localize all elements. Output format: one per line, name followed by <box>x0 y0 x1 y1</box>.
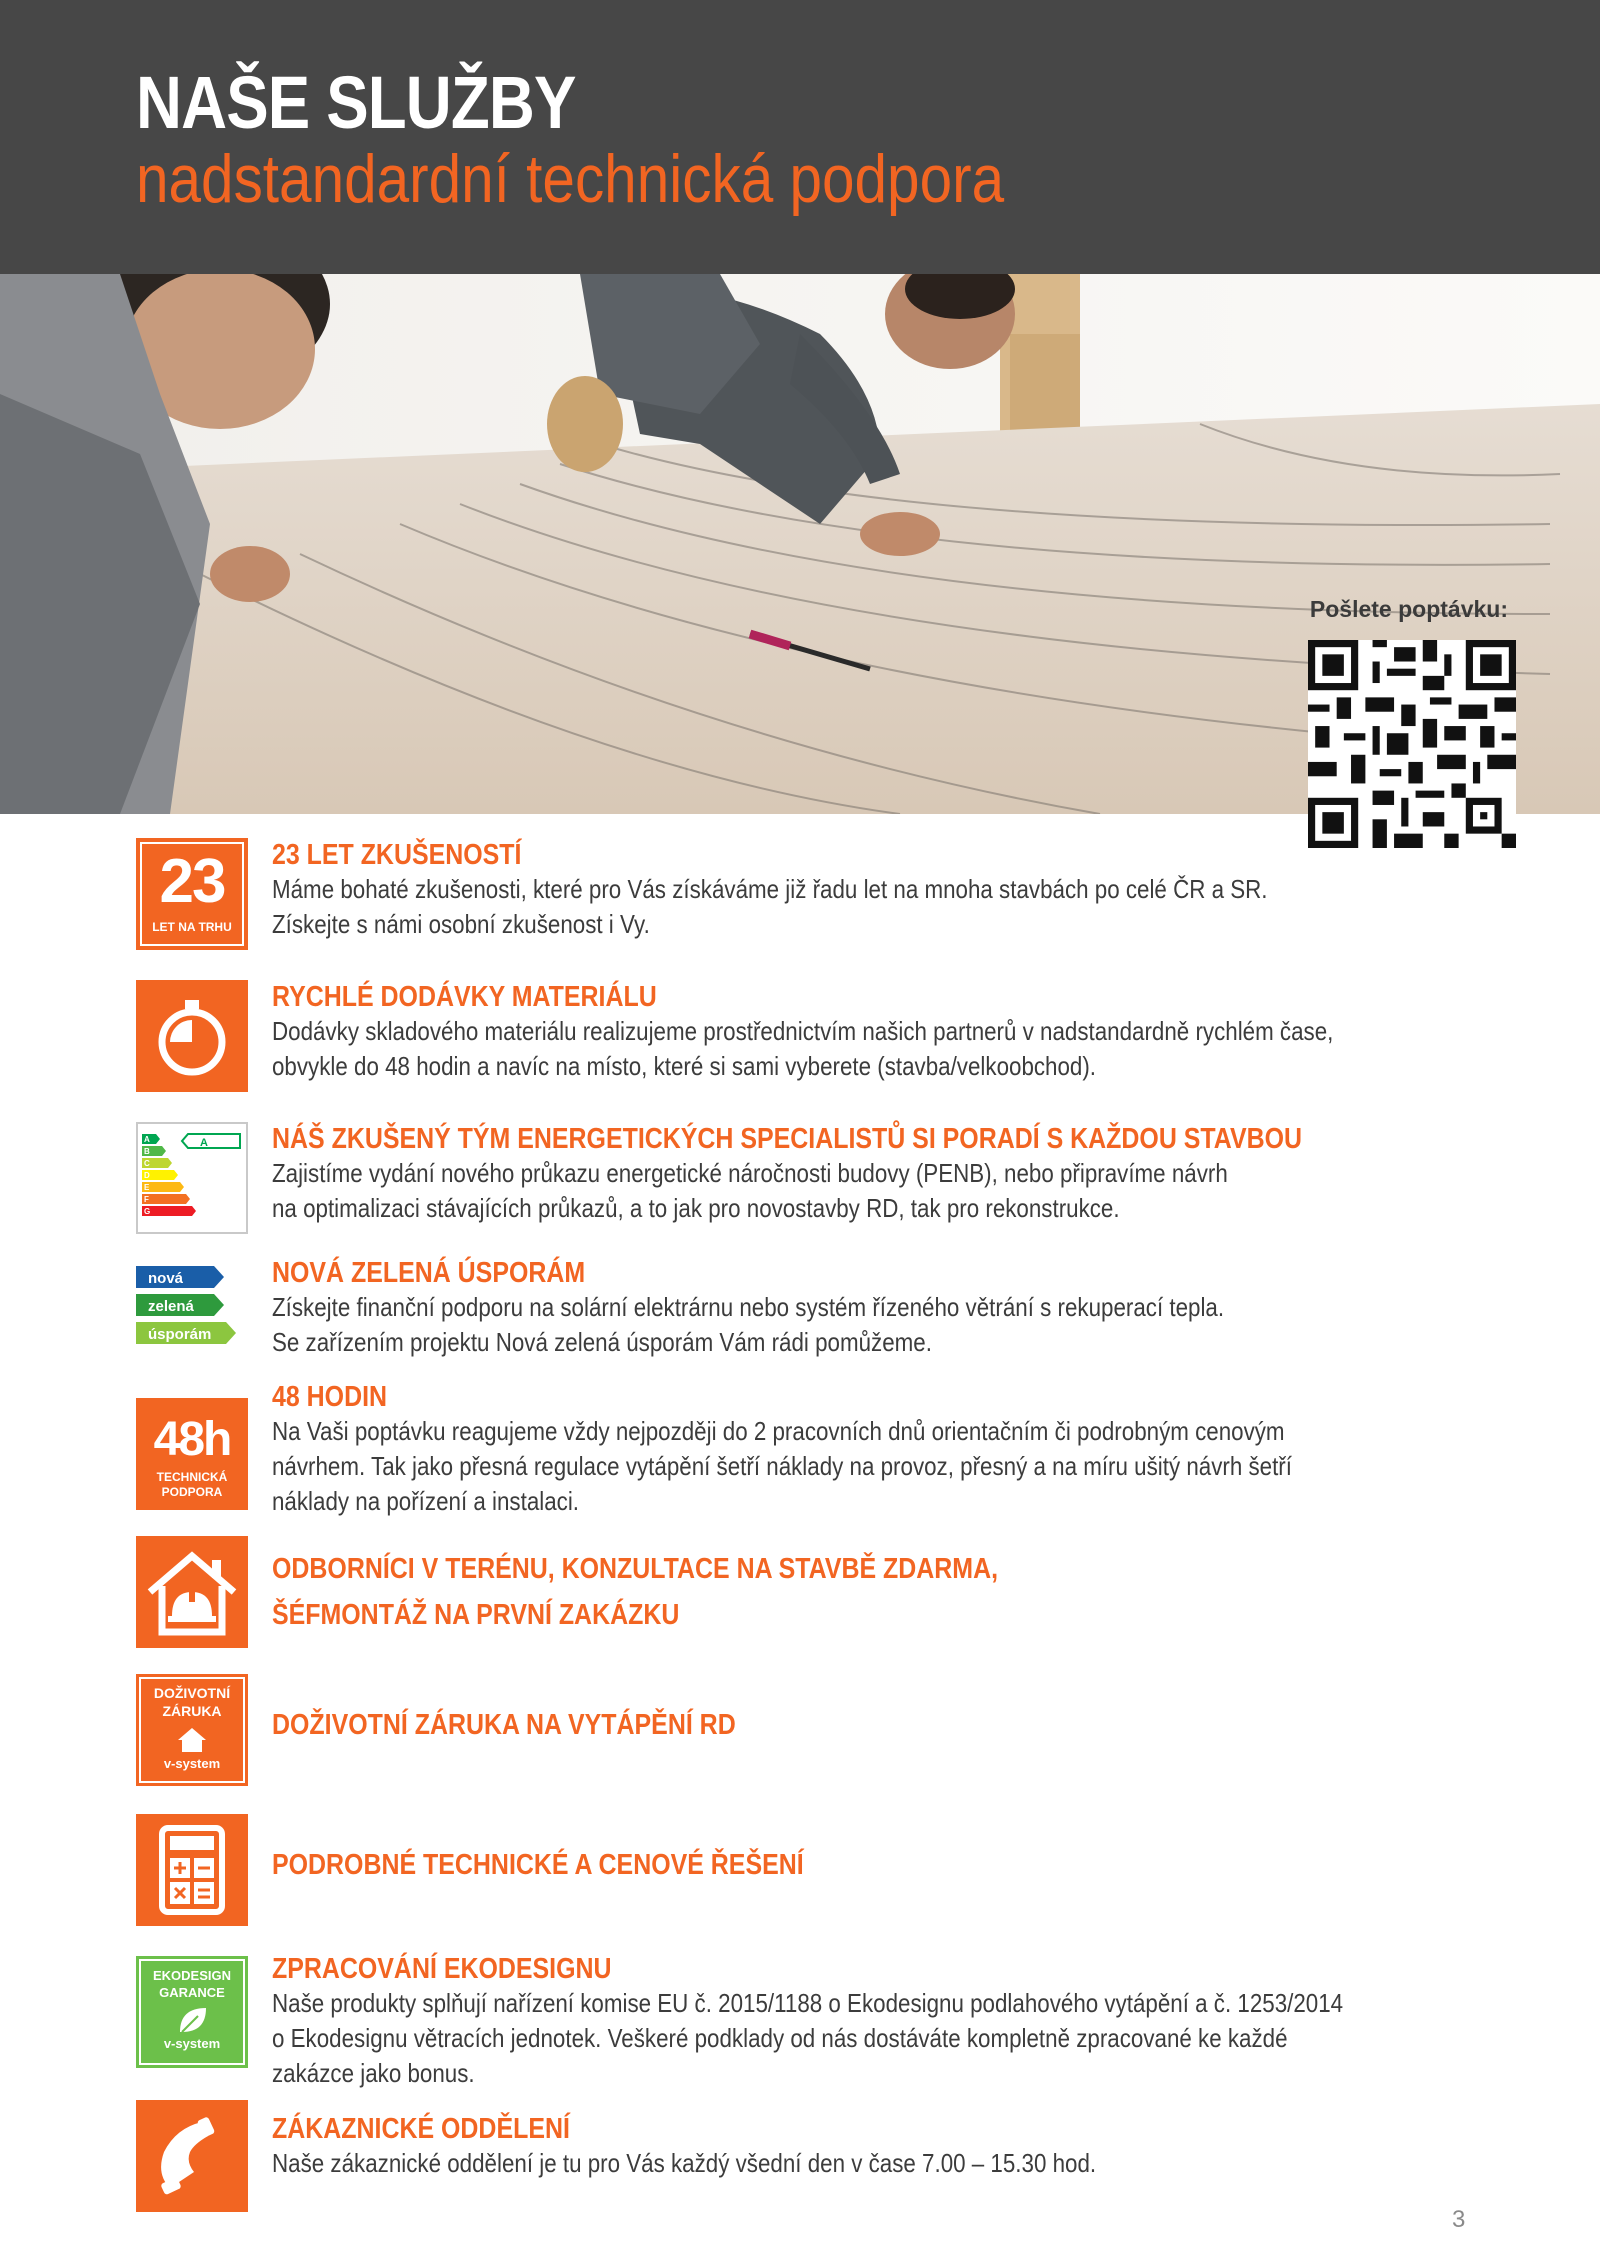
48h-badge-icon: 48h TECHNICKÁ PODPORA <box>136 1398 248 1510</box>
service-heading: RYCHLÉ DODÁVKY MATERIÁLU <box>272 981 657 1013</box>
service-heading: 48 HODIN <box>272 1381 388 1413</box>
svg-text:nová: nová <box>148 1270 184 1287</box>
service-text-line: náklady na pořízení a instalaci. <box>272 1486 580 1516</box>
ekodesign-guarantee-badge-icon <box>136 1956 248 2068</box>
service-text-line: Získejte s námi osobní zkušenost i Vy. <box>272 909 650 939</box>
svg-text:v-system: v-system <box>163 2036 221 2051</box>
svg-text:v-system: v-system <box>163 1756 221 1771</box>
nova-zelena-usporam-logo-icon <box>136 1256 248 1368</box>
service-heading: NOVÁ ZELENÁ ÚSPORÁM <box>272 1257 586 1289</box>
svg-text:zelená: zelená <box>148 1298 194 1315</box>
page-number: 3 <box>1452 2206 1466 2233</box>
service-heading: NÁŠ ZKUŠENÝ TÝM ENERGETICKÝCH SPECIALISTŮ SI PORADÍ S KAŽDOU STAVBOU <box>272 1123 1303 1155</box>
service-text-line: Na Vaši poptávku reagujeme vždy nejpozději do 2 pracovních dnů orientačním či podrobným cenovým <box>272 1416 1285 1446</box>
qr-caption: Pošlete poptávku: <box>1309 596 1508 622</box>
qr-code-icon[interactable] <box>1308 640 1516 848</box>
service-text-line: Získejte finanční podporu na solární elektrárnu nebo systém řízeného větrání s rekuperací tepla. <box>272 1292 1225 1322</box>
stopwatch-icon <box>136 980 248 1092</box>
service-text-line: Se zařízením projektu Nová zelená úsporám Vám rádi pomůžeme. <box>272 1327 932 1357</box>
house-helmet-icon <box>136 1536 248 1648</box>
service-text-line: Dodávky skladového materiálu realizujeme prostřednictvím našich partnerů v nadstandardně rychlém čase, <box>272 1016 1334 1046</box>
svg-text:E: E <box>144 1183 150 1192</box>
service-text-line: Máme bohaté zkušenosti, které pro Vás získáváme již řadu let na mnoha stavbách po celé ČR a SR. <box>272 874 1268 904</box>
svg-text:D: D <box>144 1171 150 1180</box>
svg-text:DOŽIVOTNÍ: DOŽIVOTNÍ <box>153 1685 231 1701</box>
service-text-line: obvykle do 48 hodin a navíc na místo, které si sami vyberete (stavba/velkoobchod). <box>272 1051 1097 1081</box>
svg-text:A: A <box>144 1135 150 1144</box>
service-text-line: návrhem. Tak jako přesná regulace vytápění šetří náklady na provoz, přesný a na míru ušitý návrh šetří <box>272 1451 1292 1481</box>
energy-label-icon <box>136 1122 248 1234</box>
service-heading: ZÁKAZNICKÉ ODDĚLENÍ <box>272 2113 570 2145</box>
page-subtitle: nadstandardní technická podpora <box>136 141 1005 217</box>
lifetime-warranty-badge-icon <box>136 1674 248 1786</box>
svg-text:G: G <box>144 1207 151 1216</box>
svg-text:úsporám: úsporám <box>148 1326 212 1343</box>
svg-text:A: A <box>200 1137 208 1149</box>
svg-text:B: B <box>144 1147 150 1156</box>
service-text-line: Naše produkty splňují nařízení komise EU č. 2015/1188 o Ekodesignu podlahového vytápění a č. 1253/2014 <box>272 1988 1344 2018</box>
service-heading: ZPRACOVÁNÍ EKODESIGNU <box>272 1953 612 1985</box>
service-heading: 23 LET ZKUŠENOSTÍ <box>272 839 522 871</box>
service-heading-line2: ŠÉFMONTÁŽ NA PRVNÍ ZAKÁZKU <box>272 1599 680 1631</box>
service-text-line: o Ekodesignu větracích jednotek. Veškeré podklady od nás dostáváte kompletně zpracované ke každé <box>272 2023 1288 2053</box>
svg-text:EKODESIGN: EKODESIGN <box>152 1968 232 1983</box>
calculator-icon <box>136 1814 248 1926</box>
service-heading: ODBORNÍCI V TERÉNU, KONZULTACE NA STAVBĚ ZDARMA, <box>272 1553 999 1585</box>
service-text-line: Naše zákaznické oddělení je tu pro Vás každý všední den v čase 7.00 – 15.30 hod. <box>272 2148 1097 2178</box>
service-text-line: zakázce jako bonus. <box>272 2058 475 2088</box>
service-heading: PODROBNÉ TECHNICKÉ A CENOVÉ ŘEŠENÍ <box>272 1849 804 1881</box>
svg-text:C: C <box>144 1159 150 1168</box>
svg-text:F: F <box>144 1195 149 1204</box>
svg-text:ZÁRUKA: ZÁRUKA <box>162 1703 222 1719</box>
page-title: NAŠE SLUŽBY <box>136 61 576 144</box>
service-text-line: Zajistíme vydání nového průkazu energetické náročnosti budovy (PENB), nebo připravíme návrh <box>272 1158 1228 1188</box>
service-text-line: na optimalizaci stávajících průkazů, a to jak pro novostavby RD, tak pro rekonstrukce. <box>272 1193 1120 1223</box>
svg-text:GARANCE: GARANCE <box>159 1985 225 2000</box>
page-header <box>0 0 1600 274</box>
23-years-badge-icon: 23 LET NA TRHU <box>136 838 248 950</box>
phone-icon <box>136 2100 248 2212</box>
service-heading: DOŽIVOTNÍ ZÁRUKA NA VYTÁPĚNÍ RD <box>272 1709 736 1741</box>
